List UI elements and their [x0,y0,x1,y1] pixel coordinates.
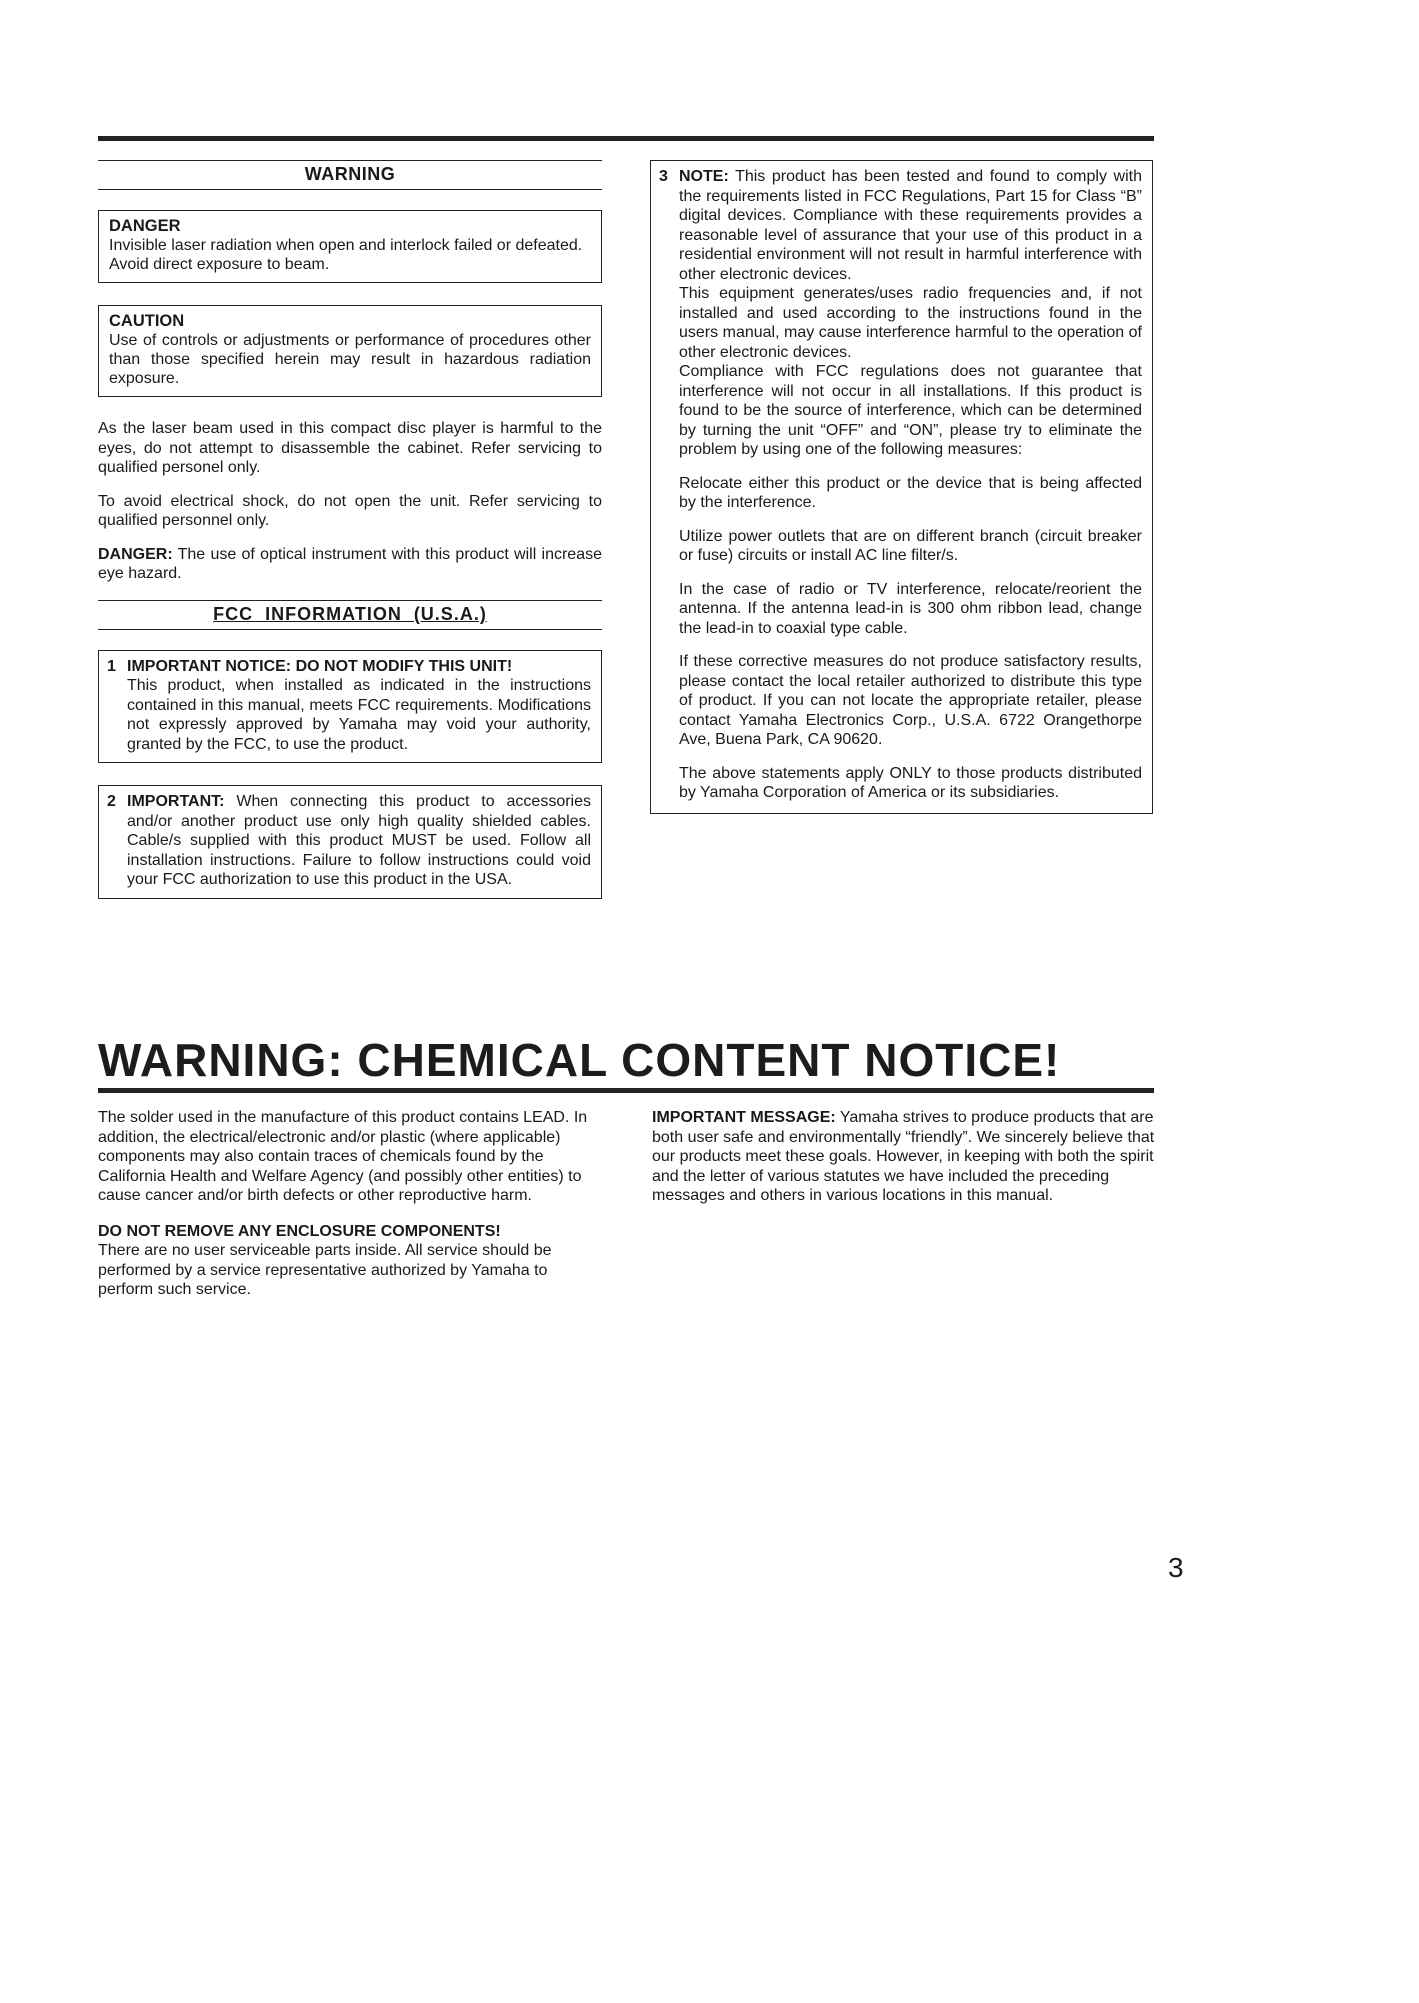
fcc-item-2-box [98,785,602,899]
enclosure-text: There are no user serviceable parts inside. All service should be performed by a service representative authorized by Yamaha to perform such service. [98,1242,552,1298]
fcc-item-3-box [650,160,1153,814]
fcc-item-2-body [127,792,591,890]
fcc-item-3-text-c: Compliance with FCC regulations does not guarantee that interference will not occur in all installations. If this product is found to be the source of interference, which can be determined by turning the unit “OFF” and “ON”, please try to eliminate the problem by using one of the following measures: [679,363,1142,458]
page-number: 3 [1168,1552,1184,1583]
fcc-item-3-label: NOTE: [679,168,729,185]
danger-note-text: The use of optical instrument with this product will increase eye hazard. [98,545,602,582]
fcc-measure-1: Relocate either this product or the device that is being affected by the interference. [679,474,1142,511]
fcc-closing: The above statements apply ONLY to those products distributed by Yamaha Corporation of America or its subsidiaries. [679,764,1142,801]
important-message [652,1108,1162,1206]
fcc-heading [98,600,602,630]
danger-note-label: DANGER: [98,545,173,563]
fcc-measure-3: In the case of radio or TV interference, relocate/reorient the antenna. If the antenna lead-in is 300 ohm ribbon lead, change the lead-in to coaxial type cable. [679,580,1142,637]
fcc-item-2-number: 2 [107,793,116,810]
caution-box [98,305,602,397]
caution-box-title: CAUTION [109,312,185,330]
fcc-item-3-text-b: This equipment generates/uses radio frequencies and, if not installed and used according to the instructions found in the users manual, may cause interference harmful to the operation of other electronic devices. [679,285,1142,361]
enclosure-heading: DO NOT REMOVE ANY ENCLOSURE COMPONENTS! [98,1222,501,1240]
danger-box [98,210,602,283]
solder-paragraph: The solder used in the manufacture of this product contains LEAD. In addition, the electrical/electronic and/or plastic (where applicable) components may also contain traces of chemicals found by the California Health and Welfare Agency (and possibly other entities) to cause cancer and/or birth defects or other reproductive harm. [98,1109,588,1204]
fcc-item-3-para-a [679,167,1142,284]
fcc-item-3-text-a: This product has been tested and found to comply with the requirements listed in FCC Regulations, Part 15 for Class “B” digital devices. Compliance with these requirements provides a reasonable level of assurance that your use of this product in a residential environment will not result in harmful interference with other electronic devices. [679,168,1142,283]
fcc-item-2-label: IMPORTANT: [127,793,225,810]
fcc-item-1-body [127,657,591,755]
shock-paragraph: To avoid electrical shock, do not open the unit. Refer servicing to qualified personnel only. [98,492,602,529]
chemical-right-column [652,1108,1162,1206]
fcc-item-3 [659,167,1142,803]
important-message-label: IMPORTANT MESSAGE: [652,1109,836,1126]
important-message-text: Yamaha strives to produce products that are both user safe and environmentally “friendly”. We sincerely believe that our products meet these goals. However, in keeping with both the spirit and the letter of various statutes we have included the preceding messages and others in various locations in this manual. [652,1109,1155,1204]
fcc-item-2-text: When connecting this product to accessories and/or another product use only high quality shielded cables. Cable/s supplied with this product MUST be used. Follow all installation instructions. Failure to follow instructions could void your FCC authorization to use this product in the USA. [127,793,591,888]
fcc-item-2 [107,792,591,890]
chemical-left-column [98,1108,603,1300]
danger-box-line-1: Invisible laser radiation when open and interlock failed or defeated. [109,237,583,254]
caution-box-text: Use of controls or adjustments or performance of procedures other than those specified herein may result in hazardous radiation exposure. [109,332,591,387]
right-column [650,160,1153,814]
fcc-measure-2: Utilize power outlets that are on different branch (circuit breaker or fuse) circuits or install AC line filter/s. [679,527,1142,564]
danger-box-line-2: Avoid direct exposure to beam. [109,256,330,273]
fcc-item-1-text: This product, when installed as indicated in the instructions contained in this manual, meets FCC requirements. Modifications not expressly approved by Yamaha may void your authority, granted by the FCC, to use the product. [127,677,591,753]
fcc-item-1 [107,657,591,755]
fcc-item-1-number: 1 [107,657,116,675]
warning-heading: WARNING [98,160,602,190]
fcc-item-1-box [98,650,602,764]
chemical-rule [98,1088,1154,1093]
danger-note [98,545,602,584]
danger-box-title: DANGER [109,217,181,235]
laser-paragraph: As the laser beam used in this compact disc player is harmful to the eyes, do not attempt to disassemble the cabinet. Refer servicing to qualified personel only. [98,420,602,476]
top-rule [98,136,1154,141]
fcc-item-3-body [679,167,1142,803]
left-column [98,160,602,899]
chemical-notice-title: WARNING: CHEMICAL CONTENT NOTICE! [98,1034,1061,1086]
fcc-measure-4: If these corrective measures do not produce satisfactory results, please contact the local retailer authorized to distribute this type of product. If you can not locate the appropriate retailer, please contact Yamaha Electronics Corp., U.S.A. 6722 Orangethorpe Ave, Buena Park, CA 90620. [679,653,1142,748]
fcc-item-1-label: IMPORTANT NOTICE: DO NOT MODIFY THIS UNIT! [127,657,513,675]
fcc-heading-text: FCC INFORMATION (U.S.A.) [213,603,487,624]
fcc-item-3-number: 3 [659,168,668,185]
